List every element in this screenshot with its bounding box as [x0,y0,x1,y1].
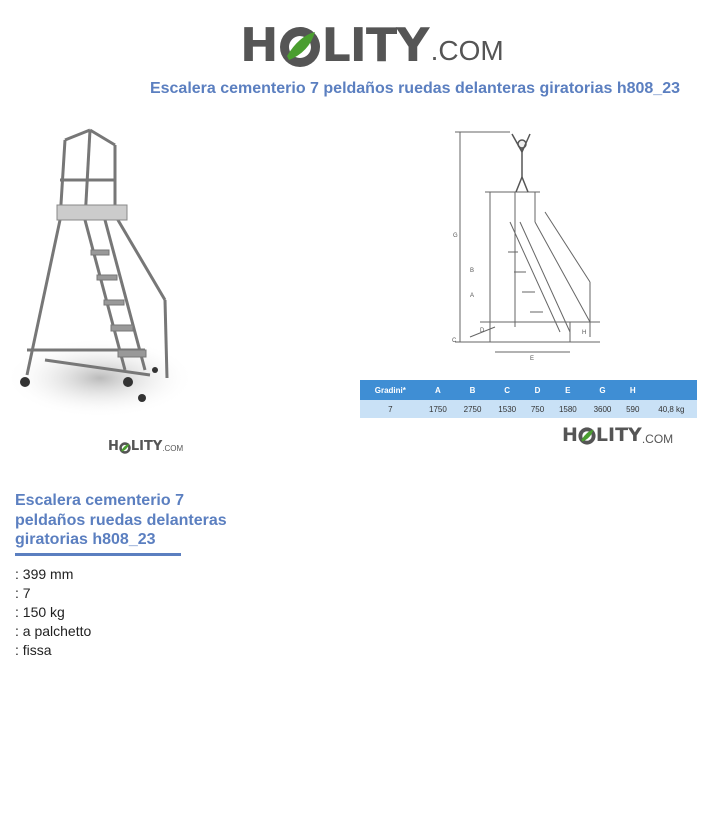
cell-e: 1580 [551,400,586,418]
svg-text:A: A [470,293,475,299]
property-item: : 7 [15,585,31,601]
logo-small-lity: LITY [130,439,163,454]
svg-text:D: D [480,328,485,334]
spec-table [360,380,697,418]
col-b: B [455,380,490,400]
property-item: : 399 mm [15,566,74,582]
logo-text-com: .COM [430,35,504,66]
logo-o-icon [119,441,131,453]
logo-small-com: .COM [641,432,674,446]
col-c: C [490,380,525,400]
col-weight [646,380,697,400]
holity-logo-small[interactable] [562,426,673,445]
cell-a: 1750 [421,400,456,418]
property-item: : a palchetto [15,623,92,639]
logo-small-lity: LITY [595,424,642,446]
logo-text-lity: LITY [321,18,429,72]
logo-o-icon [279,26,321,68]
holity-logo-small[interactable] [108,440,183,453]
technical-drawing [440,122,620,362]
logo-small-h: H [562,424,578,446]
col-h: H [620,380,646,400]
cell-b: 2750 [455,400,490,418]
property-item: : fissa [15,642,52,658]
col-g: G [585,380,620,400]
logo-small-h: H [108,439,119,454]
col-e: E [551,380,586,400]
svg-text:G: G [453,233,458,239]
property-item: : 150 kg [15,604,65,620]
cell-c: 1530 [490,400,525,418]
holity-logo[interactable] [240,12,504,72]
cell-d: 750 [525,400,551,418]
product-photo [5,120,205,425]
cell-g: 3600 [585,400,620,418]
col-gradini: Gradini* [360,380,421,400]
cell-weight: 40,8 kg [646,400,697,418]
col-a: A [421,380,456,400]
table-row [360,400,697,418]
spec-header-row [360,380,697,400]
svg-text:E: E [530,356,535,362]
cell-h: 590 [620,400,646,418]
logo-text-h: H [240,18,278,72]
svg-text:H: H [582,330,587,336]
page-title: Escalera cementerio 7 peldaños ruedas delanteras giratorias h808_23 [149,80,680,97]
logo-o-icon [578,427,596,445]
col-d: D [525,380,551,400]
cell-gradini: 7 [360,400,421,418]
svg-text:C: C [452,338,457,344]
product-title: Escalera cementerio 7 peldaños ruedas delanteras giratorias h808_23 [15,492,227,548]
logo-small-com: .COM [162,444,184,453]
svg-text:B: B [470,268,475,274]
title-divider [15,553,181,556]
